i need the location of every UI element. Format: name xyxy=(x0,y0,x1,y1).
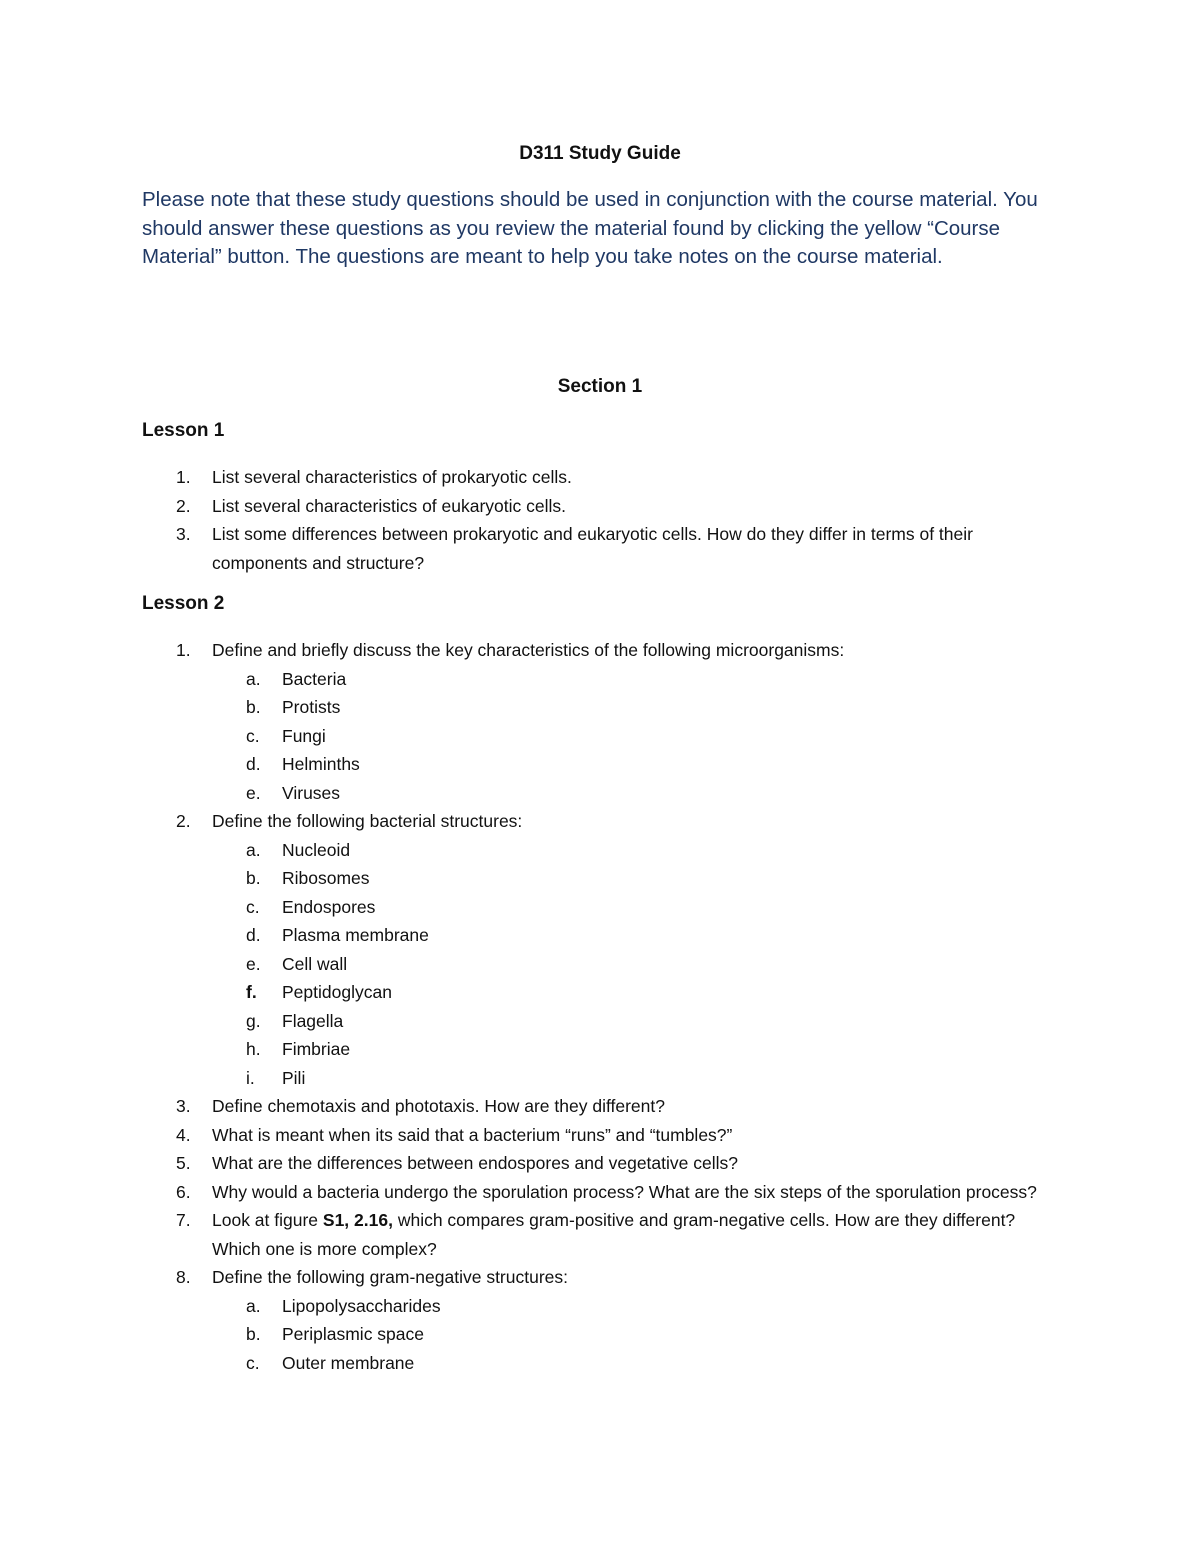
sub-item-letter: a. xyxy=(246,839,261,860)
sub-list-item xyxy=(212,893,1050,922)
figure-reference: S1, 2.16, xyxy=(322,1210,393,1230)
item-number: 8. xyxy=(176,1267,191,1287)
sub-item-text: Helminths xyxy=(282,754,360,774)
sub-list-item xyxy=(212,1007,1050,1036)
sub-item-letter: c. xyxy=(246,1352,260,1373)
sub-item-letter: i. xyxy=(246,1067,255,1088)
sub-list-item xyxy=(212,950,1050,979)
sub-item-text: Nucleoid xyxy=(282,839,351,860)
sub-item-letter: d. xyxy=(246,754,261,774)
sub-item-letter: a. xyxy=(246,1295,261,1316)
item-number: 3. xyxy=(176,524,191,544)
list-item xyxy=(0,1092,1200,1121)
item-number: 7. xyxy=(176,1210,191,1230)
item-text-start: Look at figure xyxy=(212,1210,323,1230)
item-text: What is meant when its said that a bacterium “runs” and “tumbles?” xyxy=(212,1124,733,1145)
sub-item-text: Pili xyxy=(282,1067,306,1088)
sub-item-text: Ribosomes xyxy=(282,868,370,888)
item-text: List several characteristics of eukaryotic cells. xyxy=(212,495,567,516)
list-item xyxy=(0,492,1200,521)
sub-item-text: Peptidoglycan xyxy=(282,982,392,1002)
sub-list-item xyxy=(212,921,1050,950)
sub-item-letter: b. xyxy=(246,1324,261,1344)
sub-list-item xyxy=(212,722,1050,751)
item-text: List some differences between prokaryotic and eukaryotic cells. How do they differ in terms of their components and structure? xyxy=(212,524,973,573)
item-number: 1. xyxy=(176,467,191,487)
sub-list-item xyxy=(212,1292,1050,1321)
sub-list-item xyxy=(212,750,1050,779)
sub-list-item xyxy=(212,1064,1050,1093)
list-item xyxy=(0,1263,1200,1377)
item-text: Define the following bacterial structures: xyxy=(212,811,523,831)
item-number: 1. xyxy=(176,640,191,660)
sub-item-letter: f. xyxy=(246,982,257,1002)
sub-item-letter: b. xyxy=(246,868,261,888)
list-item xyxy=(0,463,1200,492)
item-number: 5. xyxy=(176,1153,191,1173)
list-item xyxy=(0,1178,1200,1207)
sub-list-item xyxy=(212,1035,1050,1064)
sub-list xyxy=(212,1292,1050,1378)
intro-paragraph: Please note that these study questions should be used in conjunction with the course material. You should answer these questions as you review the material found by clicking the yellow “Course Material” button. The questions are meant to help you take notes on the course material. xyxy=(142,188,1038,268)
sub-item-text: Cell wall xyxy=(282,953,348,974)
item-number: 4. xyxy=(176,1124,191,1145)
item-number: 2. xyxy=(176,495,191,516)
sub-item-text: Fungi xyxy=(282,725,326,746)
lesson-2-heading: Lesson 2 xyxy=(142,593,225,614)
sub-item-text: Periplasmic space xyxy=(282,1324,424,1344)
item-text: Define the following gram-negative structures: xyxy=(212,1267,569,1287)
item-text: List several characteristics of prokaryotic cells. xyxy=(212,467,572,487)
lesson-1-question-list xyxy=(0,463,1200,577)
list-item xyxy=(0,807,1200,1092)
sub-item-letter: d. xyxy=(246,925,261,945)
item-text: Why would a bacteria undergo the sporulation process? What are the six steps of the sporulation process? xyxy=(212,1181,1037,1202)
item-text: Define chemotaxis and phototaxis. How are they different? xyxy=(212,1096,665,1116)
list-item xyxy=(0,1121,1200,1150)
sub-list-item xyxy=(212,864,1050,893)
sub-item-letter: c. xyxy=(246,896,260,917)
sub-item-text: Outer membrane xyxy=(282,1352,415,1373)
list-item xyxy=(0,520,1200,577)
sub-item-text: Plasma membrane xyxy=(282,925,429,945)
sub-list-item xyxy=(212,836,1050,865)
item-number: 2. xyxy=(176,811,191,831)
sub-item-letter: a. xyxy=(246,668,261,689)
sub-list-item xyxy=(212,779,1050,808)
sub-list xyxy=(212,665,1050,808)
document-title: D311 Study Guide xyxy=(519,143,681,164)
item-text: Define and briefly discuss the key characteristics of the following microorganisms: xyxy=(212,640,845,660)
lesson-1-heading: Lesson 1 xyxy=(142,420,225,441)
sub-item-text: Fimbriae xyxy=(282,1039,351,1059)
sub-item-letter: e. xyxy=(246,782,261,803)
sub-item-text: Viruses xyxy=(282,782,341,803)
sub-item-letter: e. xyxy=(246,953,261,974)
sub-item-letter: h. xyxy=(246,1039,261,1059)
sub-item-text: Endospores xyxy=(282,896,376,917)
list-item xyxy=(0,636,1200,807)
sub-list-item xyxy=(212,693,1050,722)
section-heading: Section 1 xyxy=(557,376,643,397)
sub-item-text: Lipopolysaccharides xyxy=(282,1295,441,1316)
sub-item-letter: c. xyxy=(246,725,260,746)
list-item xyxy=(0,1149,1200,1178)
sub-list-item xyxy=(212,978,1050,1007)
item-text-end: which compares gram-positive and gram-negative cells. How are they different? Which one is more complex? xyxy=(212,1210,1016,1259)
sub-list xyxy=(212,836,1050,1093)
item-text: What are the differences between endospores and vegetative cells? xyxy=(212,1153,738,1173)
sub-item-text: Protists xyxy=(282,697,341,717)
sub-item-letter: g. xyxy=(246,1010,261,1031)
sub-list-item xyxy=(212,1349,1050,1378)
sub-item-text: Bacteria xyxy=(282,668,347,689)
sub-item-text: Flagella xyxy=(282,1010,344,1031)
lesson-2-question-list xyxy=(0,636,1200,1377)
sub-list-item xyxy=(212,1320,1050,1349)
sub-item-letter: b. xyxy=(246,697,261,717)
item-number: 3. xyxy=(176,1096,191,1116)
sub-list-item xyxy=(212,665,1050,694)
list-item xyxy=(0,1206,1200,1263)
item-number: 6. xyxy=(176,1181,191,1202)
